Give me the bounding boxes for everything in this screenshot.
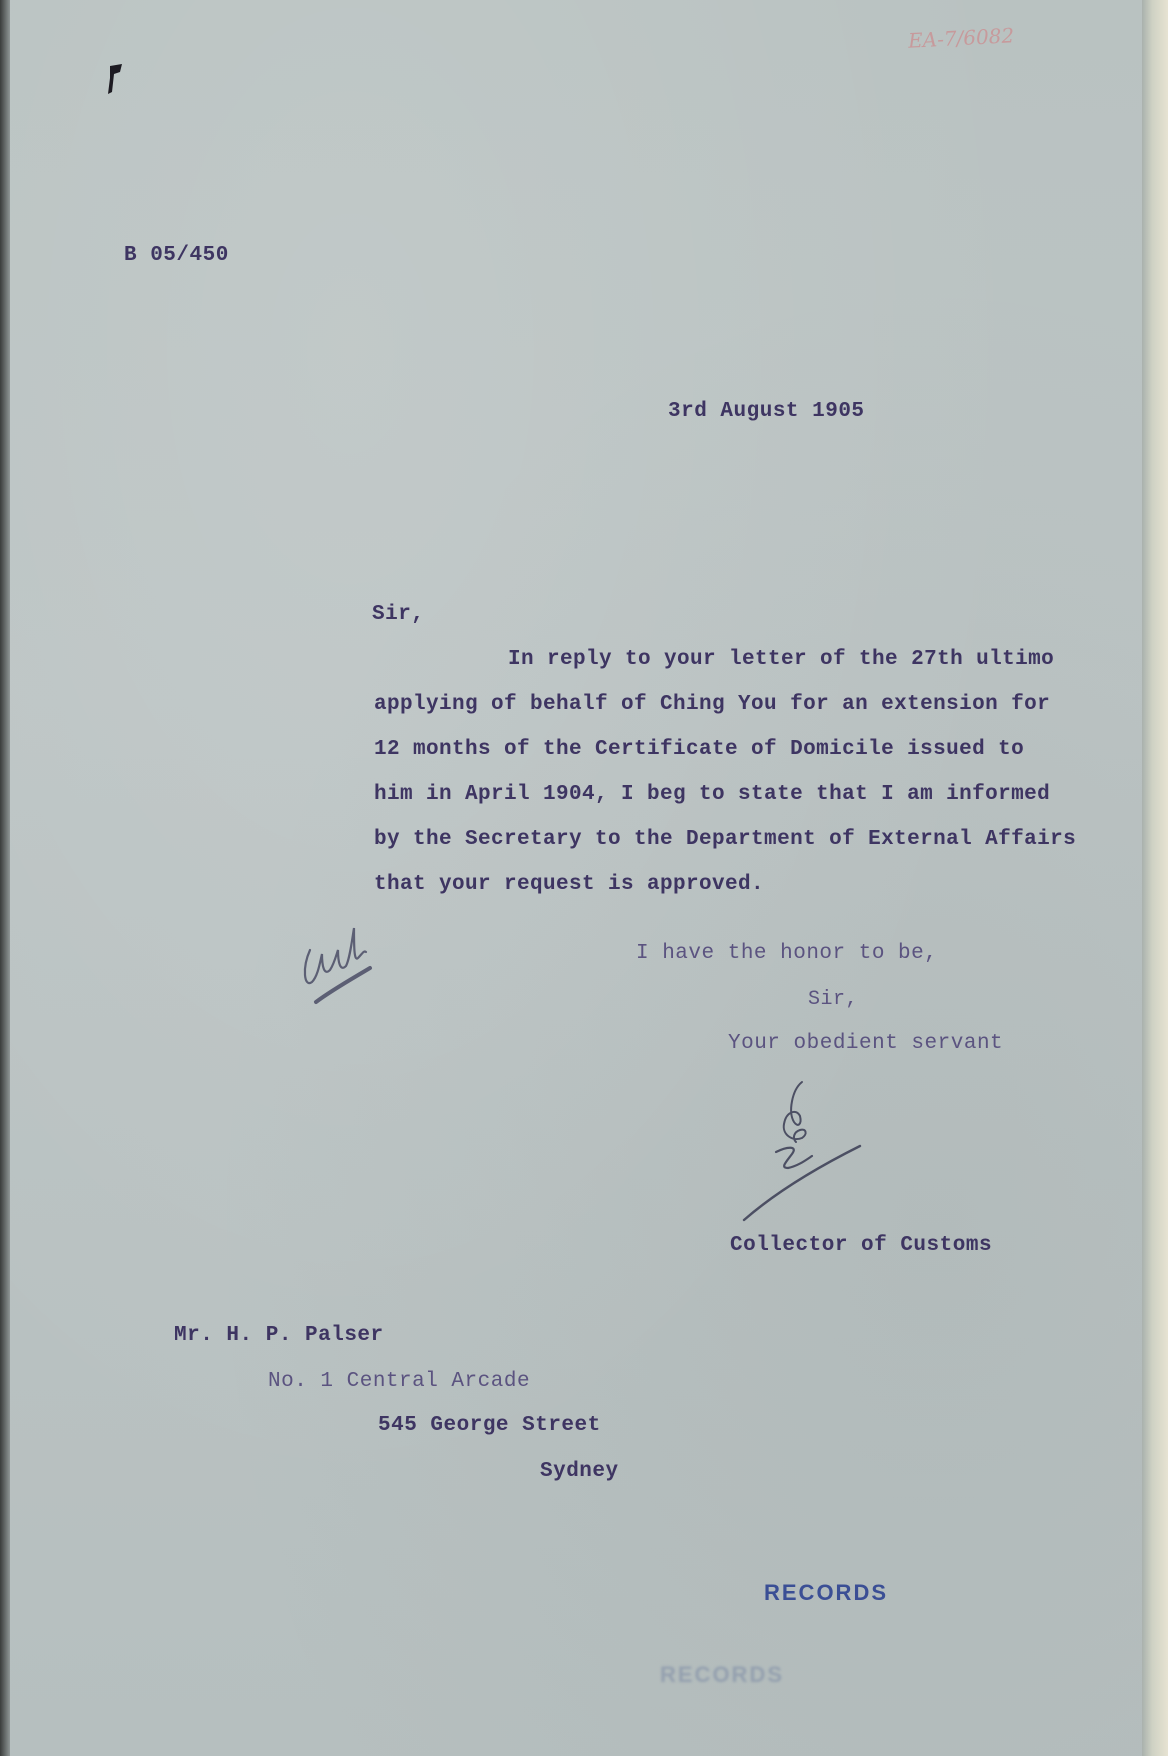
addressee-line-2: 545 George Street: [378, 1414, 601, 1437]
signatory-title: Collector of Customs: [730, 1234, 993, 1257]
records-stamp: RECORDS: [764, 1580, 889, 1605]
closing-line-1: I have the honor to be,: [636, 942, 938, 965]
body-line: that your request is approved.: [374, 873, 765, 896]
records-stamp-faded: RECORDS: [660, 1662, 785, 1687]
pencil-reference-note: EA-7/6082: [907, 23, 1015, 53]
ink-mark-icon: [100, 60, 140, 100]
closing-line-2: Sir,: [808, 988, 859, 1011]
body-line: In reply to your letter of the 27th ultimo: [508, 648, 1055, 671]
page-left-edge-shadow: [0, 0, 10, 1756]
body-line: applying of behalf of Ching You for an extension for: [374, 693, 1051, 716]
page-right-edge: [1142, 0, 1168, 1756]
letter-date: 3rd August 1905: [668, 400, 865, 423]
addressee-city: Sydney: [540, 1460, 619, 1483]
body-line: 12 months of the Certificate of Domicile issued to: [374, 738, 1025, 761]
closing-line-3: Your obedient servant: [728, 1032, 1004, 1055]
handwritten-initials-signature: [296, 910, 386, 1010]
salutation: Sir,: [372, 603, 425, 626]
addressee-line-1: No. 1 Central Arcade: [268, 1370, 531, 1393]
body-line: him in April 1904, I beg to state that I am informed: [374, 783, 1051, 806]
collector-signature: [736, 1072, 866, 1232]
addressee-name: Mr. H. P. Palser: [174, 1324, 384, 1347]
body-line: by the Secretary to the Department of External Affairs: [374, 828, 1077, 851]
file-reference: B 05/450: [124, 244, 229, 267]
